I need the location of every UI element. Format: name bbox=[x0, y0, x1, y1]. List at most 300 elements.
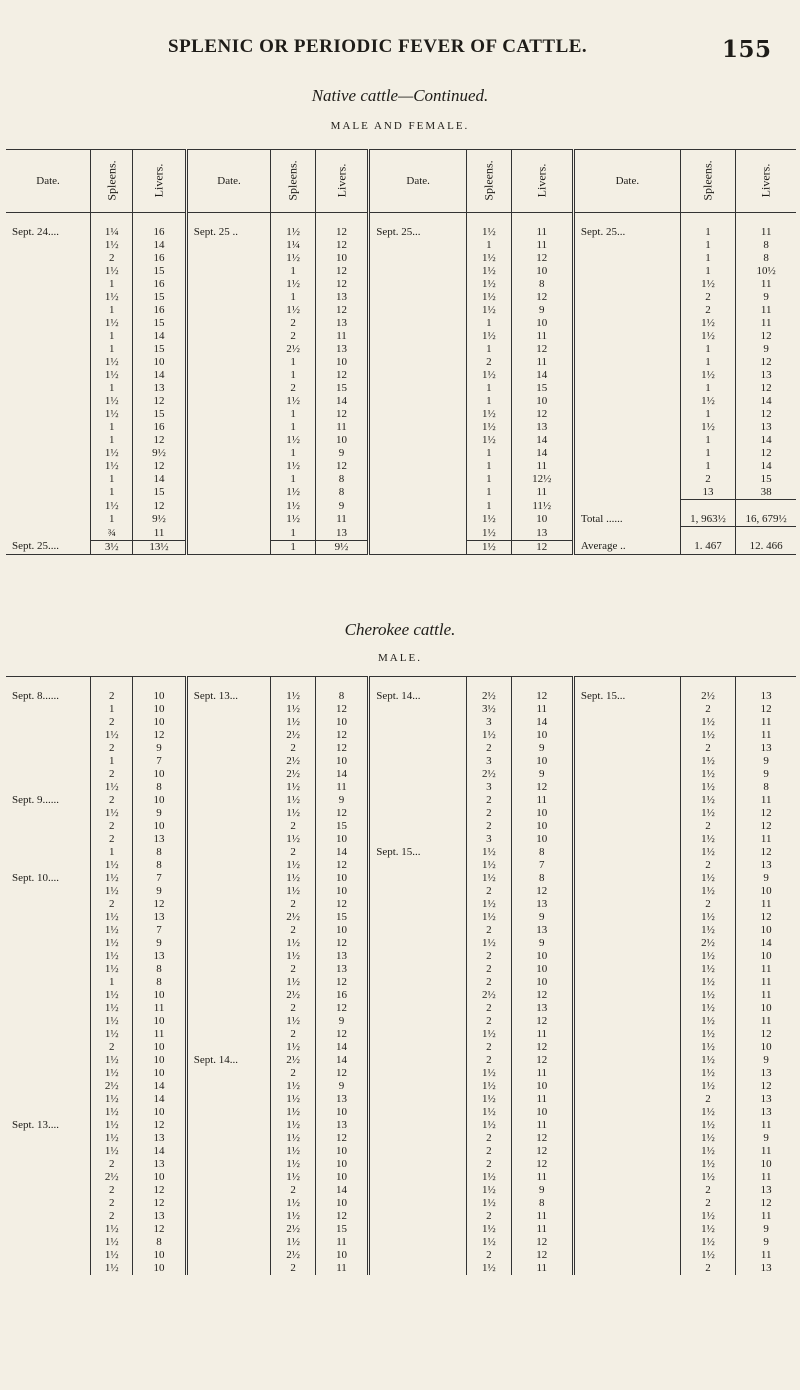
livers-cell: 10 bbox=[315, 1158, 368, 1171]
spleens-cell: 1½ bbox=[680, 1002, 736, 1015]
livers-cell: 13 bbox=[315, 291, 368, 304]
livers-cell: 9½ bbox=[133, 513, 186, 527]
date-cell bbox=[573, 317, 680, 330]
spleens-cell: 1½ bbox=[271, 252, 316, 265]
livers-cell: 11 bbox=[736, 1249, 796, 1262]
table-row bbox=[6, 1028, 796, 1041]
date-cell bbox=[186, 1041, 271, 1054]
spleens-cell: 1 bbox=[91, 304, 133, 317]
native-cattle-table bbox=[6, 149, 796, 555]
spleens-cell: 1½ bbox=[467, 898, 512, 911]
date-cell bbox=[186, 239, 271, 252]
livers-cell: 12 bbox=[736, 703, 796, 716]
livers-cell: 12 bbox=[736, 1080, 796, 1093]
date-cell bbox=[573, 716, 680, 729]
spleens-cell: 2 bbox=[680, 703, 736, 716]
livers-cell: 12 bbox=[736, 911, 796, 924]
date-cell bbox=[6, 1236, 91, 1249]
spleens-cell: 2 bbox=[271, 1184, 316, 1197]
section1-title: Native cattle—Continued. bbox=[311, 86, 489, 105]
spleens-cell: 1½ bbox=[271, 513, 316, 527]
livers-cell: 9 bbox=[133, 742, 186, 755]
livers-cell: 13 bbox=[736, 690, 796, 703]
livers-cell: 10 bbox=[736, 924, 796, 937]
date-cell bbox=[369, 833, 467, 846]
livers-cell: 10 bbox=[511, 317, 573, 330]
livers-cell: 13 bbox=[736, 742, 796, 755]
livers-cell: 12 bbox=[511, 781, 573, 794]
livers-cell: 12 bbox=[315, 226, 368, 239]
date-cell bbox=[573, 937, 680, 950]
livers-cell: 13 bbox=[736, 1067, 796, 1080]
livers-cell: 13 bbox=[736, 1262, 796, 1275]
date-cell: Sept. 13.... bbox=[12, 1119, 60, 1131]
spleens-cell: 2 bbox=[271, 742, 316, 755]
livers-cell: 12 bbox=[736, 408, 796, 421]
table-row bbox=[6, 1262, 796, 1275]
date-cell bbox=[573, 911, 680, 924]
livers-cell: 9 bbox=[736, 755, 796, 768]
livers-cell: 13 bbox=[133, 833, 186, 846]
table-row bbox=[6, 343, 796, 356]
section2-subtitle: MALE. bbox=[378, 652, 422, 664]
livers-cell bbox=[736, 527, 796, 541]
livers-cell: 12 bbox=[315, 1028, 368, 1041]
table-row bbox=[6, 833, 796, 846]
date-cell bbox=[369, 1145, 467, 1158]
livers-cell: 12 bbox=[133, 729, 186, 742]
date-cell bbox=[369, 989, 467, 1002]
livers-cell: 13 bbox=[133, 1158, 186, 1171]
livers-cell: 11 bbox=[736, 1119, 796, 1132]
table-row bbox=[6, 885, 796, 898]
date-cell bbox=[6, 1262, 91, 1275]
spleens-cell: 1½ bbox=[680, 1067, 736, 1080]
date-cell: Sept. 14... bbox=[369, 690, 467, 703]
spleens-cell: 1½ bbox=[271, 1145, 316, 1158]
spleens-cell: 1½ bbox=[680, 1236, 736, 1249]
date-cell bbox=[369, 1132, 467, 1145]
livers-cell: 15 bbox=[133, 265, 186, 278]
livers-cell: 14 bbox=[133, 473, 186, 486]
date-cell bbox=[369, 317, 467, 330]
date-cell bbox=[186, 976, 271, 989]
spleens-cell: 1½ bbox=[467, 729, 512, 742]
date-cell bbox=[573, 382, 680, 395]
date-cell bbox=[369, 382, 467, 395]
date-cell: Average .. bbox=[573, 540, 680, 554]
date-cell bbox=[369, 278, 467, 291]
livers-cell: 11 bbox=[511, 226, 573, 239]
date-cell bbox=[6, 265, 91, 278]
date-cell bbox=[186, 1145, 271, 1158]
spleens-cell: 2 bbox=[271, 846, 316, 859]
spleens-cell: 1½ bbox=[680, 846, 736, 859]
spleens-cell: 1½ bbox=[91, 937, 133, 950]
livers-cell: 10 bbox=[315, 356, 368, 369]
date-cell bbox=[369, 356, 467, 369]
livers-cell: 10 bbox=[736, 1158, 796, 1171]
spleens-cell: 1½ bbox=[271, 716, 316, 729]
livers-cell: 9 bbox=[133, 807, 186, 820]
date-cell bbox=[573, 742, 680, 755]
spleens-cell: 1½ bbox=[271, 781, 316, 794]
date-cell bbox=[186, 1067, 271, 1080]
livers-cell: 14 bbox=[315, 1184, 368, 1197]
date-cell bbox=[6, 395, 91, 408]
livers-cell: 11 bbox=[511, 794, 573, 807]
spleens-cell: 1½ bbox=[680, 950, 736, 963]
livers-cell: 13½ bbox=[133, 540, 186, 554]
date-cell bbox=[369, 716, 467, 729]
date-cell bbox=[573, 291, 680, 304]
spleens-cell: 2½ bbox=[271, 768, 316, 781]
spleens-cell: 1½ bbox=[680, 1028, 736, 1041]
date-cell bbox=[6, 846, 91, 859]
date-cell bbox=[573, 1067, 680, 1080]
livers-cell: 12 bbox=[315, 937, 368, 950]
spleens-cell: 1½ bbox=[91, 500, 133, 514]
date-cell bbox=[6, 460, 91, 473]
livers-cell: 10 bbox=[133, 1041, 186, 1054]
livers-cell: 13 bbox=[315, 527, 368, 541]
date-cell bbox=[369, 1171, 467, 1184]
spleens-cell: 1 bbox=[271, 540, 316, 554]
table-row bbox=[6, 1119, 796, 1132]
spleens-cell: 1½ bbox=[680, 1080, 736, 1093]
date-cell bbox=[369, 729, 467, 742]
spleens-cell: 2 bbox=[467, 1054, 512, 1067]
date-cell bbox=[573, 473, 680, 486]
date-cell bbox=[573, 434, 680, 447]
date-cell bbox=[6, 807, 91, 820]
date-cell bbox=[186, 1080, 271, 1093]
spleens-cell: 2 bbox=[91, 690, 133, 703]
spleens-cell: 1 bbox=[91, 421, 133, 434]
spleens-cell: 2 bbox=[467, 885, 512, 898]
date-cell bbox=[186, 1015, 271, 1028]
date-cell bbox=[6, 1197, 91, 1210]
spleens-cell: 2 bbox=[467, 1041, 512, 1054]
spleens-cell: 1½ bbox=[467, 278, 512, 291]
livers-cell: 12 bbox=[736, 846, 796, 859]
date-cell bbox=[573, 755, 680, 768]
date-cell bbox=[186, 1249, 271, 1262]
livers-cell: 9 bbox=[736, 1223, 796, 1236]
table-row bbox=[6, 1249, 796, 1262]
spleens-cell: 1½ bbox=[680, 1041, 736, 1054]
table-row bbox=[6, 963, 796, 976]
table-row bbox=[6, 846, 796, 859]
date-cell bbox=[186, 408, 271, 421]
livers-cell: 8 bbox=[133, 859, 186, 872]
spleens-cell: 1½ bbox=[467, 872, 512, 885]
livers-cell: 13 bbox=[736, 1106, 796, 1119]
livers-cell: 13 bbox=[736, 369, 796, 382]
date-cell bbox=[6, 1171, 91, 1184]
date-cell bbox=[573, 846, 680, 859]
spleens-cell: 1 bbox=[467, 486, 512, 500]
date-cell bbox=[6, 742, 91, 755]
date-cell bbox=[186, 1028, 271, 1041]
livers-cell: 12 bbox=[315, 369, 368, 382]
table-row bbox=[6, 807, 796, 820]
livers-cell: 11 bbox=[315, 513, 368, 527]
table-row bbox=[6, 1132, 796, 1145]
livers-cell: 8 bbox=[736, 239, 796, 252]
livers-cell: 11 bbox=[133, 1002, 186, 1015]
spleens-cell: 1½ bbox=[467, 330, 512, 343]
spleens-cell: 1 bbox=[271, 421, 316, 434]
date-cell bbox=[6, 820, 91, 833]
livers-cell: 10 bbox=[511, 1106, 573, 1119]
spleens-cell: 1 bbox=[91, 473, 133, 486]
spleens-cell: 1½ bbox=[680, 1158, 736, 1171]
spleens-cell: 2 bbox=[467, 807, 512, 820]
livers-cell: 14 bbox=[736, 937, 796, 950]
table-row bbox=[6, 226, 796, 239]
livers-cell: 13 bbox=[736, 1093, 796, 1106]
date-cell bbox=[6, 1067, 91, 1080]
table-row bbox=[6, 716, 796, 729]
livers-cell: 12 bbox=[315, 239, 368, 252]
date-cell bbox=[369, 369, 467, 382]
spleens-cell: 1½ bbox=[271, 1106, 316, 1119]
livers-cell: 14 bbox=[315, 395, 368, 408]
table-row bbox=[6, 1158, 796, 1171]
date-cell bbox=[369, 1028, 467, 1041]
date-cell bbox=[369, 1015, 467, 1028]
spleens-cell: 1½ bbox=[467, 1028, 512, 1041]
livers-cell: 12 bbox=[315, 729, 368, 742]
livers-cell: 13 bbox=[736, 421, 796, 434]
livers-cell: 10 bbox=[511, 729, 573, 742]
livers-cell: 10½ bbox=[736, 265, 796, 278]
spleens-cell: 2½ bbox=[271, 989, 316, 1002]
date-cell bbox=[369, 781, 467, 794]
spleens-cell: 2 bbox=[271, 317, 316, 330]
livers-cell: 12. 466 bbox=[736, 540, 796, 554]
spleens-cell: 1 bbox=[680, 434, 736, 447]
livers-cell: 9 bbox=[736, 768, 796, 781]
spleens-cell: 1½ bbox=[271, 500, 316, 514]
livers-cell: 10 bbox=[736, 1002, 796, 1015]
date-cell bbox=[369, 859, 467, 872]
date-cell bbox=[369, 265, 467, 278]
livers-cell: 8 bbox=[736, 781, 796, 794]
spleens-cell: 1½ bbox=[467, 265, 512, 278]
date-cell bbox=[6, 703, 91, 716]
spleens-cell: 1½ bbox=[91, 807, 133, 820]
column-header: Date. bbox=[186, 150, 271, 213]
livers-cell: 12 bbox=[133, 1119, 186, 1132]
livers-cell: 15 bbox=[315, 382, 368, 395]
spleens-cell: 2 bbox=[91, 820, 133, 833]
spleens-cell: 1½ bbox=[271, 460, 316, 473]
date-cell bbox=[369, 1184, 467, 1197]
livers-cell: 8 bbox=[315, 486, 368, 500]
livers-cell: 9 bbox=[315, 447, 368, 460]
livers-cell: 10 bbox=[315, 716, 368, 729]
spleens-cell: 1½ bbox=[467, 1067, 512, 1080]
livers-cell: 12 bbox=[511, 1145, 573, 1158]
spleens-cell bbox=[680, 527, 736, 541]
livers-cell: 10 bbox=[315, 833, 368, 846]
livers-cell: 10 bbox=[133, 1067, 186, 1080]
livers-cell: 8 bbox=[315, 473, 368, 486]
livers-cell: 10 bbox=[511, 265, 573, 278]
date-cell bbox=[186, 1093, 271, 1106]
livers-cell: 11 bbox=[736, 898, 796, 911]
spleens-cell: 1½ bbox=[91, 729, 133, 742]
spleens-cell: 3 bbox=[467, 781, 512, 794]
spleens-cell: 1 bbox=[680, 265, 736, 278]
livers-cell: 11 bbox=[511, 356, 573, 369]
livers-cell: 11 bbox=[315, 1262, 368, 1275]
livers-cell: 10 bbox=[133, 1054, 186, 1067]
spleens-cell: 1½ bbox=[467, 408, 512, 421]
spleens-cell: 1½ bbox=[467, 540, 512, 554]
livers-cell: 12 bbox=[511, 989, 573, 1002]
date-cell bbox=[573, 1002, 680, 1015]
date-cell bbox=[369, 742, 467, 755]
livers-cell: 12 bbox=[736, 820, 796, 833]
livers-cell: 11 bbox=[736, 833, 796, 846]
date-cell bbox=[186, 781, 271, 794]
livers-cell: 11 bbox=[736, 278, 796, 291]
date-cell bbox=[186, 1158, 271, 1171]
table-row bbox=[6, 1002, 796, 1015]
spleens-cell: 1 bbox=[91, 434, 133, 447]
livers-cell: 8 bbox=[511, 278, 573, 291]
spleens-cell: 1½ bbox=[467, 859, 512, 872]
date-cell bbox=[6, 729, 91, 742]
spleens-cell: 1½ bbox=[680, 755, 736, 768]
date-cell bbox=[369, 885, 467, 898]
spleens-cell: 1½ bbox=[467, 421, 512, 434]
date-cell bbox=[186, 486, 271, 500]
spleens-cell: 1 bbox=[91, 846, 133, 859]
table-row bbox=[6, 755, 796, 768]
livers-cell: 10 bbox=[315, 924, 368, 937]
spleens-cell: 1 bbox=[467, 239, 512, 252]
date-cell bbox=[369, 1249, 467, 1262]
date-cell bbox=[6, 447, 91, 460]
table-row bbox=[6, 460, 796, 473]
date-cell bbox=[186, 330, 271, 343]
date-cell bbox=[369, 1158, 467, 1171]
table-row bbox=[6, 729, 796, 742]
spleens-cell: 1½ bbox=[467, 434, 512, 447]
spleens-cell: 2 bbox=[271, 963, 316, 976]
livers-cell: 12 bbox=[133, 1197, 186, 1210]
livers-cell: 15 bbox=[315, 820, 368, 833]
column-header: Spleens. bbox=[467, 150, 512, 213]
table-row bbox=[6, 500, 796, 514]
column-header: Livers. bbox=[315, 150, 368, 213]
spleens-cell: 2 bbox=[271, 382, 316, 395]
spleens-cell: 3 bbox=[467, 755, 512, 768]
livers-cell: 9 bbox=[511, 1184, 573, 1197]
livers-cell: 9 bbox=[736, 343, 796, 356]
spleens-cell: 1½ bbox=[271, 807, 316, 820]
livers-cell: 10 bbox=[511, 395, 573, 408]
spleens-cell: 2½ bbox=[680, 937, 736, 950]
livers-cell: 12 bbox=[511, 885, 573, 898]
livers-cell bbox=[736, 500, 796, 514]
date-cell bbox=[6, 1015, 91, 1028]
date-cell bbox=[6, 1223, 91, 1236]
date-cell bbox=[573, 356, 680, 369]
date-cell bbox=[6, 486, 91, 500]
spleens-cell: 2 bbox=[271, 1067, 316, 1080]
livers-cell: 13 bbox=[511, 1002, 573, 1015]
spleens-cell: 2 bbox=[680, 742, 736, 755]
livers-cell: 10 bbox=[511, 807, 573, 820]
date-cell bbox=[6, 1210, 91, 1223]
livers-cell: 11 bbox=[133, 1028, 186, 1041]
date-cell bbox=[6, 781, 91, 794]
spleens-cell: 1½ bbox=[271, 1158, 316, 1171]
date-cell bbox=[573, 1236, 680, 1249]
livers-cell: 11 bbox=[511, 239, 573, 252]
spleens-cell: 1½ bbox=[680, 330, 736, 343]
spleens-cell: 2 bbox=[680, 1184, 736, 1197]
date-cell bbox=[186, 540, 271, 554]
date-cell bbox=[369, 1197, 467, 1210]
spleens-cell: 2 bbox=[91, 833, 133, 846]
date-cell bbox=[186, 460, 271, 473]
date-cell bbox=[6, 291, 91, 304]
spleens-cell: 1 bbox=[271, 291, 316, 304]
spleens-cell: 2 bbox=[680, 291, 736, 304]
livers-cell: 10 bbox=[315, 872, 368, 885]
spleens-cell: 2 bbox=[91, 1041, 133, 1054]
date-cell bbox=[6, 278, 91, 291]
column-header: Livers. bbox=[511, 150, 573, 213]
spleens-cell: 2 bbox=[467, 976, 512, 989]
livers-cell: 16 bbox=[133, 252, 186, 265]
livers-cell: 12 bbox=[133, 1184, 186, 1197]
spleens-cell: 1½ bbox=[467, 1236, 512, 1249]
livers-cell: 11 bbox=[315, 1236, 368, 1249]
table-row bbox=[6, 540, 796, 554]
spleens-cell: 1½ bbox=[91, 1054, 133, 1067]
livers-cell: 10 bbox=[133, 1249, 186, 1262]
table-row bbox=[6, 1197, 796, 1210]
date-cell bbox=[186, 703, 271, 716]
livers-cell: 13 bbox=[133, 1132, 186, 1145]
date-cell bbox=[186, 265, 271, 278]
table-row bbox=[6, 265, 796, 278]
spleens-cell: 1 bbox=[467, 473, 512, 486]
livers-cell: 12 bbox=[133, 434, 186, 447]
table-row bbox=[6, 872, 796, 885]
livers-cell: 12 bbox=[511, 540, 573, 554]
table-row bbox=[6, 356, 796, 369]
livers-cell: 8 bbox=[511, 872, 573, 885]
spleens-cell: 2 bbox=[91, 252, 133, 265]
spleens-cell: 1½ bbox=[91, 1249, 133, 1262]
date-cell bbox=[186, 885, 271, 898]
cherokee-cattle-table bbox=[6, 676, 796, 1275]
livers-cell: 12 bbox=[133, 395, 186, 408]
date-cell bbox=[369, 872, 467, 885]
livers-cell: 7 bbox=[133, 872, 186, 885]
table-row bbox=[6, 1223, 796, 1236]
column-header: Livers. bbox=[736, 150, 796, 213]
spleens-cell: 1½ bbox=[680, 989, 736, 1002]
